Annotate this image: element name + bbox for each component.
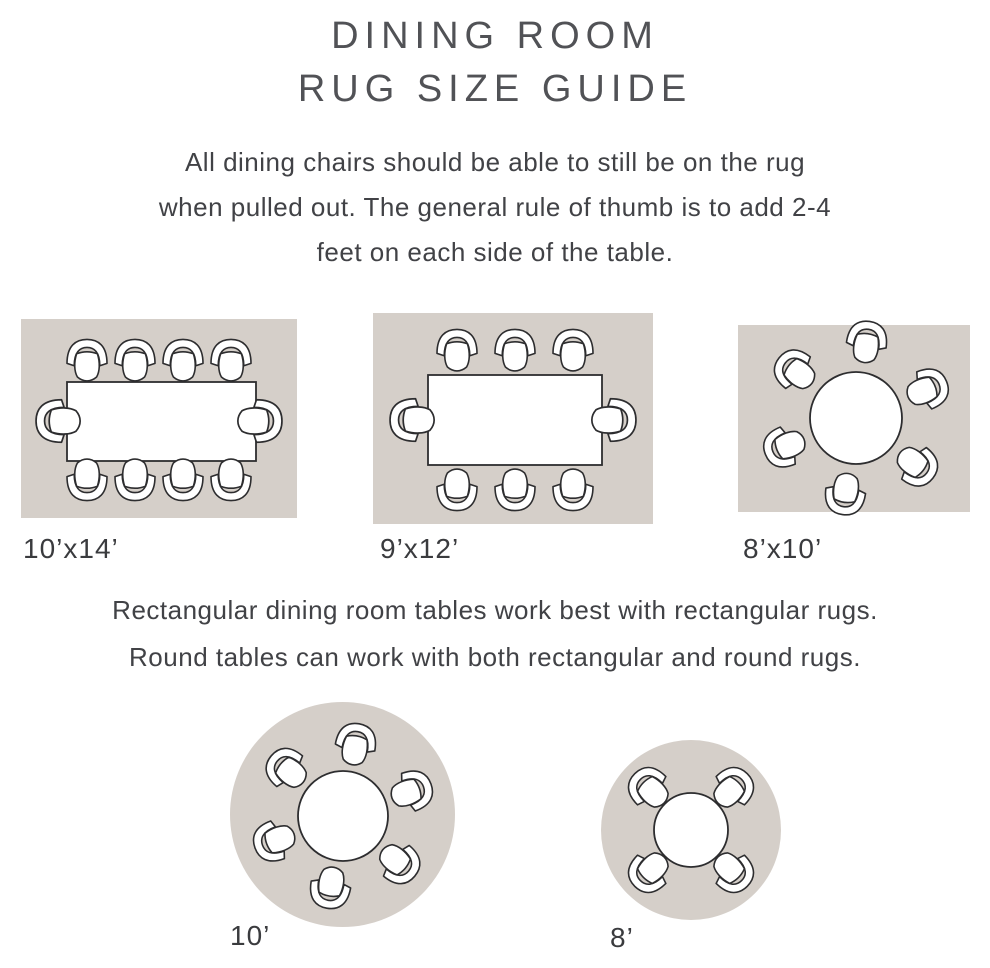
rug-diagram-round-10 [230,702,455,927]
dining-table-rect [428,375,602,465]
note-line-2: Round tables can work with both rectangular and round rugs. [129,642,861,672]
rug-size-label-round-8: 8’ [610,922,634,953]
rug-size-label-8x10: 8’x10’ [743,533,823,564]
note-text [0,587,990,681]
intro-text [0,140,990,275]
dining-table-round [810,372,902,464]
rug-size-label-round-10: 10’ [230,920,271,951]
dining-table-round [654,793,728,867]
intro-line-2: when pulled out. The general rule of thumb is to add 2-4 [158,192,832,222]
rug-size-label-10x14: 10’x14’ [23,533,119,564]
rug-size-label-9x12: 9’x12’ [380,533,460,564]
page-title-line-1: DINING ROOM [331,15,659,57]
page-title-line-2: RUG SIZE GUIDE [297,68,693,110]
rug-diagram-10x14 [21,319,297,518]
rug-diagram-9x12 [373,313,653,524]
intro-line-1: All dining chairs should be able to still be on the rug [184,147,806,177]
dining-table-rect [67,382,256,461]
dining-table-round [298,771,388,861]
rug-diagram-round-8 [601,740,781,920]
intro-line-3: feet on each side of the table. [316,237,674,267]
rug-diagram-8x10 [738,325,970,512]
page-title [0,10,990,116]
note-line-1: Rectangular dining room tables work best with rectangular rugs. [112,595,878,625]
